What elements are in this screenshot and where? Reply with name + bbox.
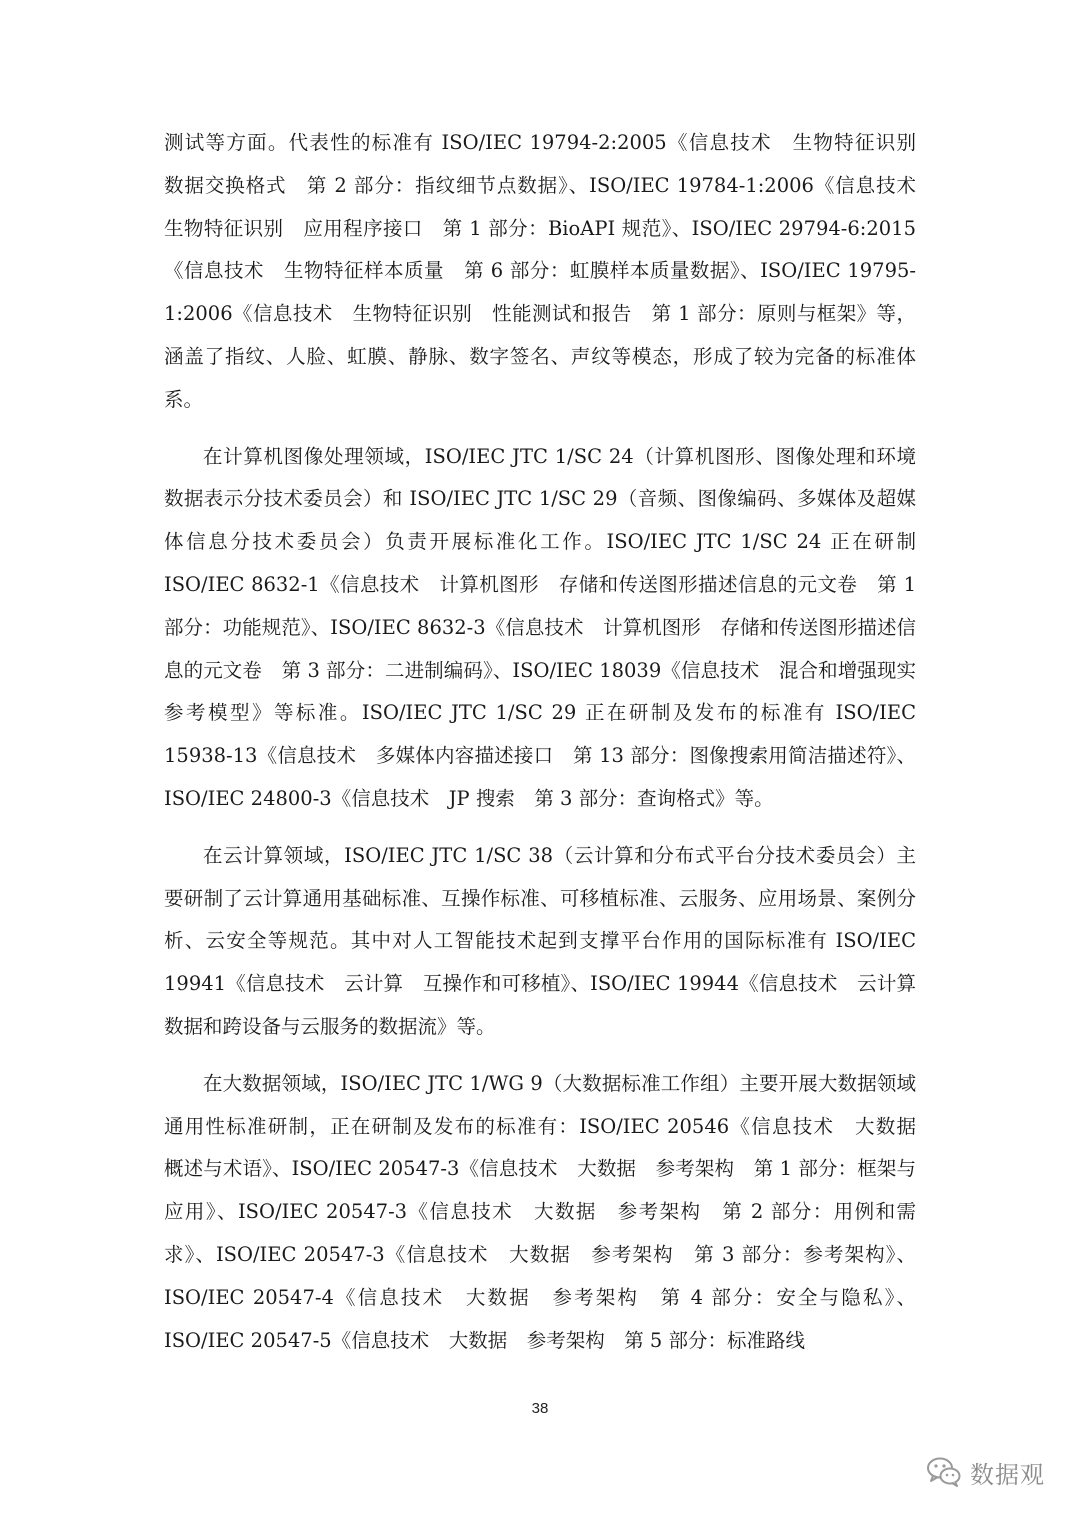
watermark-text: 数据观 xyxy=(970,1460,1045,1489)
page-number: 38 xyxy=(531,1400,549,1417)
watermark xyxy=(926,1450,1045,1494)
paragraph-biometrics: 测试等方面。代表性的标准有 ISO/IEC 19794-2:2005《信息技术 生物特征识别 数据交换格式 第 2 部分：指纹细节点数据》、ISO/IEC 19784-1:2006《信息技术 生物特征识别 应用程序接口 第 1 部分：BioAPI 规范》、ISO/IEC 29794-6:2015《信息技术 生物特征样本质量 第 6 部分：虹膜样本质量数据》、ISO/IEC 19795-1:2006《信息技术 生物特征识别 性能测试和报告 第 1 部分：原则与框架》等，涵盖了指纹、人脸、虹膜、静脉、数字签名、声纹等模态，形成了较为完备的标准体系。 xyxy=(164,131,936,411)
wechat-icon xyxy=(926,1456,962,1488)
paragraph-image-processing: 在计算机图像处理领域，ISO/IEC JTC 1/SC 24（计算机图形、图像处理和环境数据表示分技术委员会）和 ISO/IEC JTC 1/SC 29（音频、图像编码、多媒体及超媒体信息分技术委员会）负责开展标准化工作。ISO/IEC JTC 1/SC 24 正在研制 ISO/IEC 8632-1《信息技术 计算机图形 存储和传送图形描述信息的元文卷 第 1 部分：功能规范》、ISO/IEC 8632-3《信息技术 计算机图形 存储和传送图形描述信息的元文卷 第 3 部分：二进制编码》、ISO/IEC 18039《信息技术 混合和增强现实参考模型》等标准。ISO/IEC JTC 1/SC 29 正在研制及发布的标准有 ISO/IEC 15938-13《信息技术 多媒体内容描述接口 第 13 部分：图像搜索用简洁描述符》、ISO/IEC 24800-3《信息技术 JP 搜索 第 3 部分：查询格式》等。 xyxy=(164,444,916,810)
paragraph-cloud-computing: 在云计算领域，ISO/IEC JTC 1/SC 38（云计算和分布式平台分技术委员会）主要研制了云计算通用基础标准、互操作标准、可移植标准、云服务、应用场景、案例分析、云安全等规范。其中对人工智能技术起到支撑平台作用的国际标准有 ISO/IEC 19941《信息技术 云计算 互操作和可移植》、ISO/IEC 19944《信息技术 云计算 数据和跨设备与云服务的数据流》等。 xyxy=(164,843,936,1038)
body-text xyxy=(164,122,936,1376)
paragraph-big-data: 在大数据领域，ISO/IEC JTC 1/WG 9（大数据标准工作组）主要开展大数据领域通用性标准研制，正在研制及发布的标准有：ISO/IEC 20546《信息技术 大数据 概述与术语》、ISO/IEC 20547-3《信息技术 大数据 参考架构 第 1 部分：框架与应用》、ISO/IEC 20547-3《信息技术 大数据 参考架构 第 2 部分：用例和需求》、ISO/IEC 20547-3《信息技术 大数据 参考架构 第 3 部分：参考架构》、ISO/IEC 20547-4《信息技术 大数据 参考架构 第 4 部分：安全与隐私》、ISO/IEC 20547-5《信息技术 大数据 参考架构 第 5 部分：标准路线 xyxy=(164,1071,936,1352)
